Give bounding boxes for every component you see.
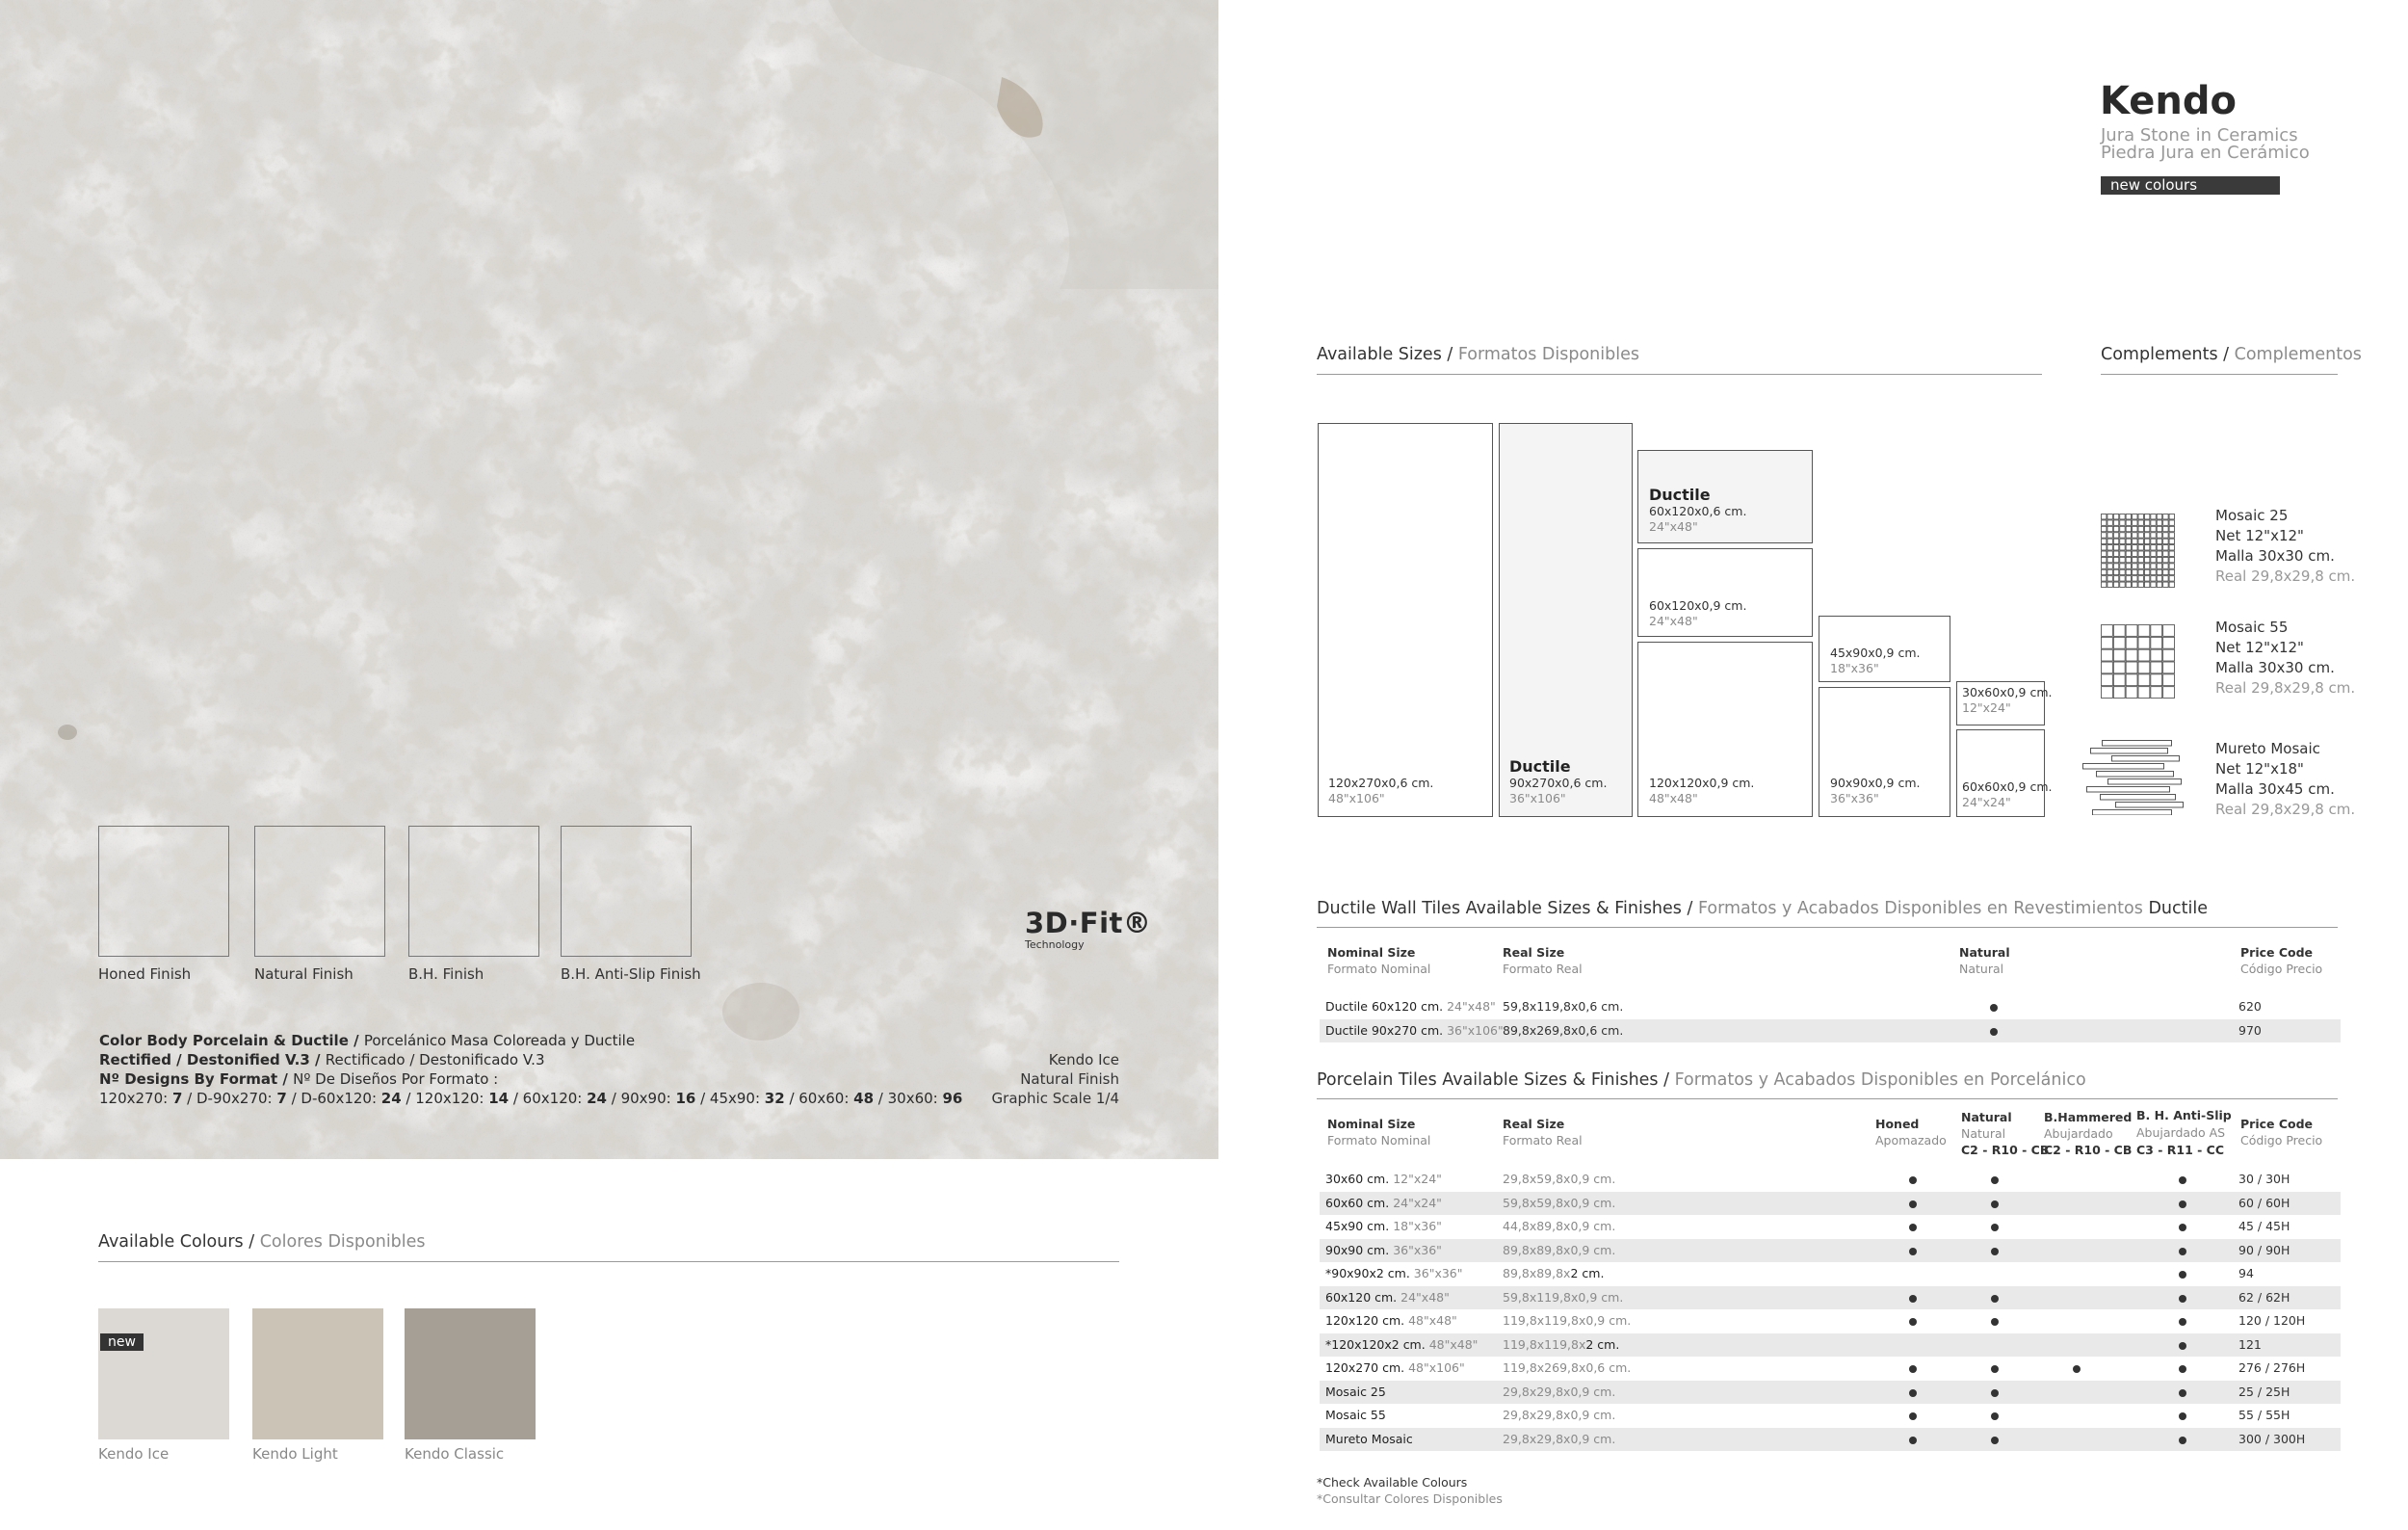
available-dot — [1991, 1365, 1999, 1373]
table-row: Ductile 90x270 cm. 36"x106" 89,8x269,8x0,6 cm. 970 — [1320, 1019, 2341, 1043]
footnote-es: *Consultar Colores Disponibles — [1317, 1491, 1503, 1506]
3d-fit-wordmark: 3D·Fit® — [1025, 907, 1152, 939]
mosaic-55-icon — [2101, 624, 2175, 699]
product-title: Kendo — [2100, 79, 2238, 123]
available-dot — [1909, 1318, 1917, 1326]
available-dot — [1909, 1295, 1917, 1303]
col-header-anti-slip-es: Abujardado AS — [2136, 1125, 2226, 1140]
col-header-price: Price Code — [2240, 945, 2314, 960]
swatch-fill — [98, 1308, 229, 1439]
available-dot — [1909, 1389, 1917, 1397]
mureto-mosaic-icon — [2082, 740, 2190, 815]
swatch-fill — [252, 1308, 383, 1439]
col-header-real-es: Formato Real — [1503, 962, 1583, 976]
technology-caption: Technology — [1025, 938, 1085, 951]
available-dot — [1909, 1412, 1917, 1420]
finish-label: B.H. Anti-Slip Finish — [561, 965, 701, 983]
divider — [1317, 374, 2042, 375]
available-dot — [1909, 1200, 1917, 1208]
available-dot — [1991, 1295, 1999, 1303]
tile-ductile-90x270: Ductile 90x270x0,6 cm. 36"x106" — [1499, 423, 1633, 817]
table-row: 60x120 cm. 24"x48" 59,8x119,8x0,9 cm. 62 / 62H — [1320, 1286, 2341, 1310]
available-dot — [2179, 1224, 2186, 1231]
col-header-bush-hammered: B.Hammered — [2044, 1110, 2133, 1124]
available-dot — [1991, 1412, 1999, 1420]
tile-120x270: 120x270x0,6 cm. 48"x106" — [1318, 423, 1493, 817]
available-dot — [2179, 1389, 2186, 1397]
available-dot — [2179, 1342, 2186, 1350]
divider — [2101, 374, 2338, 375]
finish-label: Natural Finish — [254, 965, 353, 983]
stone-texture-image — [0, 0, 1218, 1159]
table-row: 90x90 cm. 36"x36" 89,8x89,8x0,9 cm. 90 / 90H — [1320, 1239, 2341, 1263]
col-header-natural-es: Natural — [1961, 1126, 2006, 1141]
available-dot — [1909, 1224, 1917, 1231]
available-dot — [2179, 1412, 2186, 1420]
available-dot — [1909, 1437, 1917, 1444]
table-row: *90x90x2 cm. 36"x36" 89,8x89,8x2 cm. 94 — [1325, 1266, 2254, 1280]
col-header-nominal: Nominal Size — [1327, 1117, 1416, 1131]
complement-mosaic-25: Mosaic 25 Net 12"x12" Malla 30x30 cm. Real 29,8x29,8 cm. — [2215, 507, 2356, 585]
tile-60x120: 60x120x0,9 cm. 24"x48" — [1637, 548, 1813, 637]
col-header-natural: Natural — [1959, 945, 2010, 960]
available-dot — [1991, 1224, 1999, 1231]
available-dot — [2179, 1248, 2186, 1255]
col-header-real: Real Size — [1503, 1117, 1565, 1131]
tile-120x120: 120x120x0,9 cm. 48"x48" — [1637, 642, 1813, 817]
product-subtitle-en: Jura Stone in Ceramics — [2101, 125, 2298, 145]
honed-finish-sample — [98, 826, 229, 957]
available-dot — [2073, 1365, 2081, 1373]
available-dot — [1990, 1028, 1998, 1036]
complements-title: Complements / Complementos — [2101, 345, 2362, 364]
3d-fit-technology-logo — [1025, 908, 1151, 951]
col-header-nominal-es: Formato Nominal — [1327, 962, 1431, 976]
product-specs: Color Body Porcelain & Ductile / Porcelánico Masa Coloreada y Ductile Rectified / Destonified V.3 / Rectificado / Destonificado V.3 Nº Designs By Format / Nº De Diseños Por Formato : 120x270: 7 / D-90x270: 7 / D-60x120: 24 / 120x120: 14 / 60x120: 24 / 90x90: 16 / 45x90: 32 / 60x60: 48 / 30x60: 96 — [99, 1032, 963, 1107]
available-dot — [1909, 1248, 1917, 1255]
tile-60x60: 60x60x0,9 cm. 24"x24" — [1956, 729, 2045, 817]
available-dot — [2179, 1271, 2186, 1279]
col-header-nominal-es: Formato Nominal — [1327, 1133, 1431, 1148]
image-credit: Kendo Ice Natural Finish Graphic Scale 1/4 — [991, 1051, 1119, 1107]
available-dot — [1991, 1318, 1999, 1326]
available-colours-title: Available Colours / Colores Disponibles — [98, 1232, 426, 1252]
available-dot — [1991, 1200, 1999, 1208]
natural-finish-sample — [254, 826, 385, 957]
col-header-price-es: Código Precio — [2240, 962, 2323, 976]
divider — [1317, 1098, 2338, 1099]
table-row: 120x270 cm. 48"x106" 119,8x269,8x0,6 cm. 276 / 276H — [1325, 1360, 2306, 1375]
available-dot — [1991, 1389, 1999, 1397]
table-row: Ductile 60x120 cm. 24"x48" 59,8x119,8x0,6 cm. 620 — [1325, 999, 2262, 1014]
bh-finish-sample — [408, 826, 539, 957]
divider — [1317, 927, 2338, 928]
colour-swatch-kendo-classic — [405, 1308, 536, 1439]
col-header-bush-hammered-code: C2 - R10 - CB — [2044, 1143, 2133, 1157]
col-header-price: Price Code — [2240, 1117, 2314, 1131]
available-dot — [1991, 1437, 1999, 1444]
ductile-table-title: Ductile Wall Tiles Available Sizes & Finishes / Formatos y Acabados Disponibles en Revestimientos Ductile — [1317, 899, 2208, 918]
available-dot — [2179, 1365, 2186, 1373]
tile-45x90: 45x90x0,9 cm. 18"x36" — [1819, 616, 1950, 682]
col-header-bush-hammered-es: Abujardado — [2044, 1126, 2113, 1141]
col-header-nominal: Nominal Size — [1327, 945, 1416, 960]
table-row: 120x120 cm. 48"x48" 119,8x119,8x0,9 cm. 120 / 120H — [1325, 1313, 2306, 1328]
designs-per-format: 120x270: 7 / D-90x270: 7 / D-60x120: 24 / 120x120: 14 / 60x120: 24 / 90x90: 16 / 45x90: 32 / 60x60: 48 / 30x60: 96 — [99, 1090, 963, 1107]
available-dot — [1990, 1004, 1998, 1012]
col-header-anti-slip-code: C3 - R11 - CC — [2136, 1143, 2225, 1157]
available-sizes-title: Available Sizes / Formatos Disponibles — [1317, 345, 1639, 364]
footnote-en: *Check Available Colours — [1317, 1475, 1468, 1490]
col-header-natural-code: C2 - R10 - CB — [1961, 1143, 2050, 1157]
col-header-anti-slip: B. H. Anti-Slip — [2136, 1108, 2232, 1122]
new-badge: new — [100, 1333, 144, 1351]
finish-label: B.H. Finish — [408, 965, 484, 983]
porcelain-table-title: Porcelain Tiles Available Sizes & Finishes / Formatos y Acabados Disponibles en Porcelánico — [1317, 1070, 2086, 1090]
tile-ductile-60x120: Ductile 60x120x0,6 cm. 24"x48" — [1637, 450, 1813, 543]
table-row: 30x60 cm. 12"x24" 29,8x59,8x0,9 cm. 30 / 30H — [1325, 1172, 2290, 1186]
available-dot — [1909, 1176, 1917, 1184]
table-row: Mureto Mosaic 29,8x29,8x0,9 cm. 300 / 300H — [1320, 1428, 2341, 1452]
col-header-real-es: Formato Real — [1503, 1133, 1583, 1148]
available-dot — [1991, 1176, 1999, 1184]
bh-anti-slip-finish-sample — [561, 826, 692, 957]
available-dot — [2179, 1200, 2186, 1208]
colour-swatch-kendo-light — [252, 1308, 383, 1439]
colour-name: Kendo Ice — [98, 1445, 170, 1463]
product-subtitle-es: Piedra Jura en Cerámico — [2101, 143, 2310, 163]
colour-swatch-kendo-ice — [98, 1308, 229, 1439]
available-dot — [1991, 1248, 1999, 1255]
finish-label: Honed Finish — [98, 965, 192, 983]
table-row: Mosaic 25 29,8x29,8x0,9 cm. 25 / 25H — [1320, 1381, 2341, 1405]
col-header-price-es: Código Precio — [2240, 1133, 2323, 1148]
table-row: *120x120x2 cm. 48"x48" 119,8x119,8x2 cm. 121 — [1320, 1333, 2341, 1358]
table-row: 60x60 cm. 24"x24" 59,8x59,8x0,9 cm. 60 / 60H — [1320, 1192, 2341, 1216]
available-dot — [2179, 1295, 2186, 1303]
divider — [98, 1261, 1119, 1262]
col-header-natural-es: Natural — [1959, 962, 2004, 976]
available-dot — [2179, 1176, 2186, 1184]
colour-name: Kendo Classic — [405, 1445, 505, 1463]
available-dot — [1909, 1365, 1917, 1373]
swatch-fill — [405, 1308, 536, 1439]
new-colours-badge: new colours — [2101, 176, 2280, 195]
col-header-natural: Natural — [1961, 1110, 2012, 1124]
tile-30x60: 30x60x0,9 cm. 12"x24" — [1956, 681, 2045, 725]
mosaic-25-icon — [2101, 514, 2175, 588]
tile-90x90: 90x90x0,9 cm. 36"x36" — [1819, 687, 1950, 817]
col-header-real: Real Size — [1503, 945, 1565, 960]
col-header-honed: Honed — [1875, 1117, 1920, 1131]
available-dot — [2179, 1318, 2186, 1326]
col-header-honed-es: Apomazado — [1875, 1133, 1947, 1148]
available-dot — [2179, 1437, 2186, 1444]
complement-mureto-mosaic: Mureto Mosaic Net 12"x18" Malla 30x45 cm. Real 29,8x29,8 cm. — [2215, 740, 2356, 818]
table-row: Mosaic 55 29,8x29,8x0,9 cm. 55 / 55H — [1325, 1408, 2290, 1422]
table-row: 45x90 cm. 18"x36" 44,8x89,8x0,9 cm. 45 / 45H — [1325, 1219, 2290, 1233]
complement-mosaic-55: Mosaic 55 Net 12"x12" Malla 30x30 cm. Real 29,8x29,8 cm. — [2215, 619, 2356, 697]
colour-name: Kendo Light — [252, 1445, 338, 1463]
